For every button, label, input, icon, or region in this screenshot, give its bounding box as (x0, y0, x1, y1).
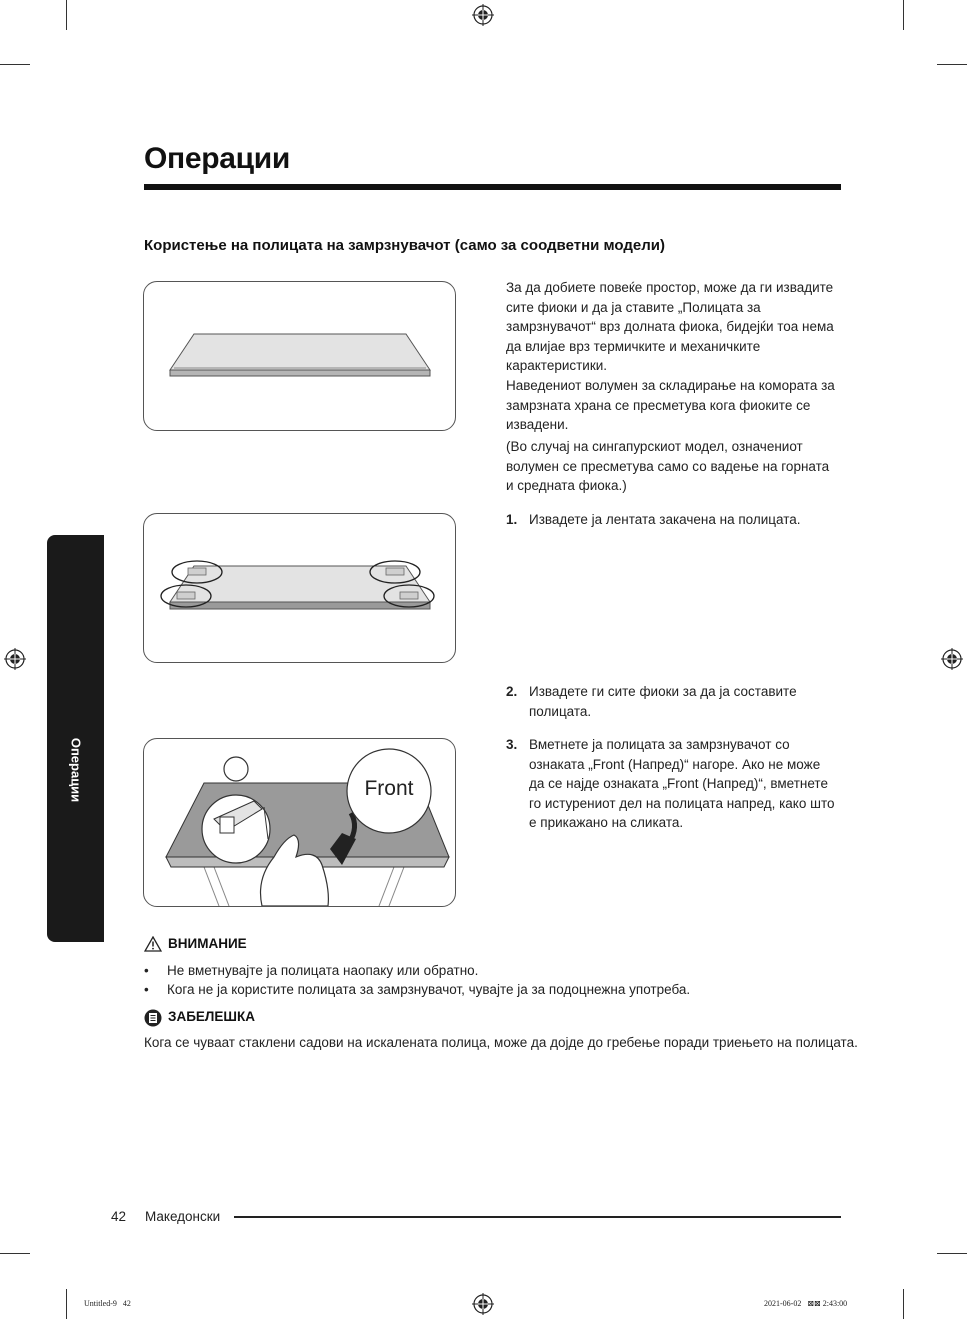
step-text: Извадете ги сите фиоки за да ја составите полицата. (529, 684, 797, 719)
step-text: Извадете ја лентата закачена на полицата. (529, 512, 801, 527)
step-3 (506, 735, 838, 833)
intro-paragraph-1: За да добиете повеќе простор, може да ги извадите сите фиоки и да ја ставите „Полицата за замрзнувачот“ врз долната фиока, бидејќи тоа нема да влијае врз термичките и механичките карактеристики. (506, 280, 834, 373)
figure-insert-shelf (143, 738, 456, 907)
print-file-info: Untitled-9 42 (84, 1299, 131, 1308)
footer-rule (234, 1216, 841, 1218)
caution-item-text: Не вметнувајте ја полицата наопаку или обратно. (167, 963, 479, 978)
step-1 (506, 510, 838, 530)
step-number: 1. (506, 512, 518, 527)
page-number: 42 (111, 1209, 127, 1224)
title-rule (144, 184, 841, 190)
shelf-illustration (144, 282, 455, 430)
crop-mark (937, 64, 967, 65)
caution-item: • Кога не ја користите полицата за замрзнувачот, чувајте ја за подоцнежна употреба. (144, 982, 691, 997)
side-tab-label: Операции (68, 737, 83, 803)
figure-shelf-clips (143, 513, 456, 663)
step-text: Вметнете ја полицата за замрзнувачот со ознаката „Front (Напред)“ нагоре. Ако не може да се најде ознаката „Front (Напред)“, вметнете го истурениот дел на полицата напред, како што е прикажано на сликата. (529, 737, 835, 830)
footer-language: Македонски (145, 1209, 221, 1224)
crop-mark (0, 64, 30, 65)
crop-mark (903, 0, 904, 30)
crop-mark (0, 1253, 30, 1254)
intro-paragraph-3: (Во случај на сингапурскиот модел, означениот волумен се пресметува само со вадење на горната и средната фиока.) (506, 439, 830, 493)
page-title: Операции (144, 142, 291, 175)
front-label: Front (364, 777, 414, 800)
registration-mark-icon (472, 1293, 494, 1315)
crop-mark (66, 0, 67, 30)
intro-paragraph-2: Наведениот волумен за складирање на комората за замрзната храна се пресметува кога фиоките се извадени. (506, 378, 835, 432)
note-icon (144, 1009, 162, 1027)
print-timestamp: 2021-06-02 ⊠⊠ 2:43:00 (764, 1299, 848, 1308)
crop-mark (937, 1253, 967, 1254)
registration-mark-icon (4, 648, 26, 670)
step-number: 2. (506, 684, 518, 699)
insert-shelf-illustration (144, 739, 455, 906)
step-2 (506, 682, 838, 721)
note-heading: ЗАБЕЛЕШКА (168, 1009, 255, 1024)
step-number: 3. (506, 737, 518, 752)
crop-mark (66, 1289, 67, 1319)
warning-triangle-icon (144, 936, 162, 952)
side-tab (47, 535, 104, 942)
caution-heading: ВНИМАНИЕ (168, 936, 247, 951)
caution-item: • Не вметнувајте ја полицата наопаку или обратно. (144, 963, 479, 978)
shelf-clips-illustration (144, 514, 455, 662)
registration-mark-icon (472, 4, 494, 26)
caution-item-text: Кога не ја користите полицата за замрзнувачот, чувајте ја за подоцнежна употреба. (167, 982, 691, 997)
figure-shelf (143, 281, 456, 431)
registration-mark-icon (941, 648, 963, 670)
note-text: Кога се чуваат стаклени садови на искалената полица, може да дојде до гребење поради триењето на полицата. (144, 1035, 858, 1050)
crop-mark (903, 1289, 904, 1319)
section-heading: Користење на полицата на замрзнувачот (само за соодветни модели) (144, 237, 665, 254)
